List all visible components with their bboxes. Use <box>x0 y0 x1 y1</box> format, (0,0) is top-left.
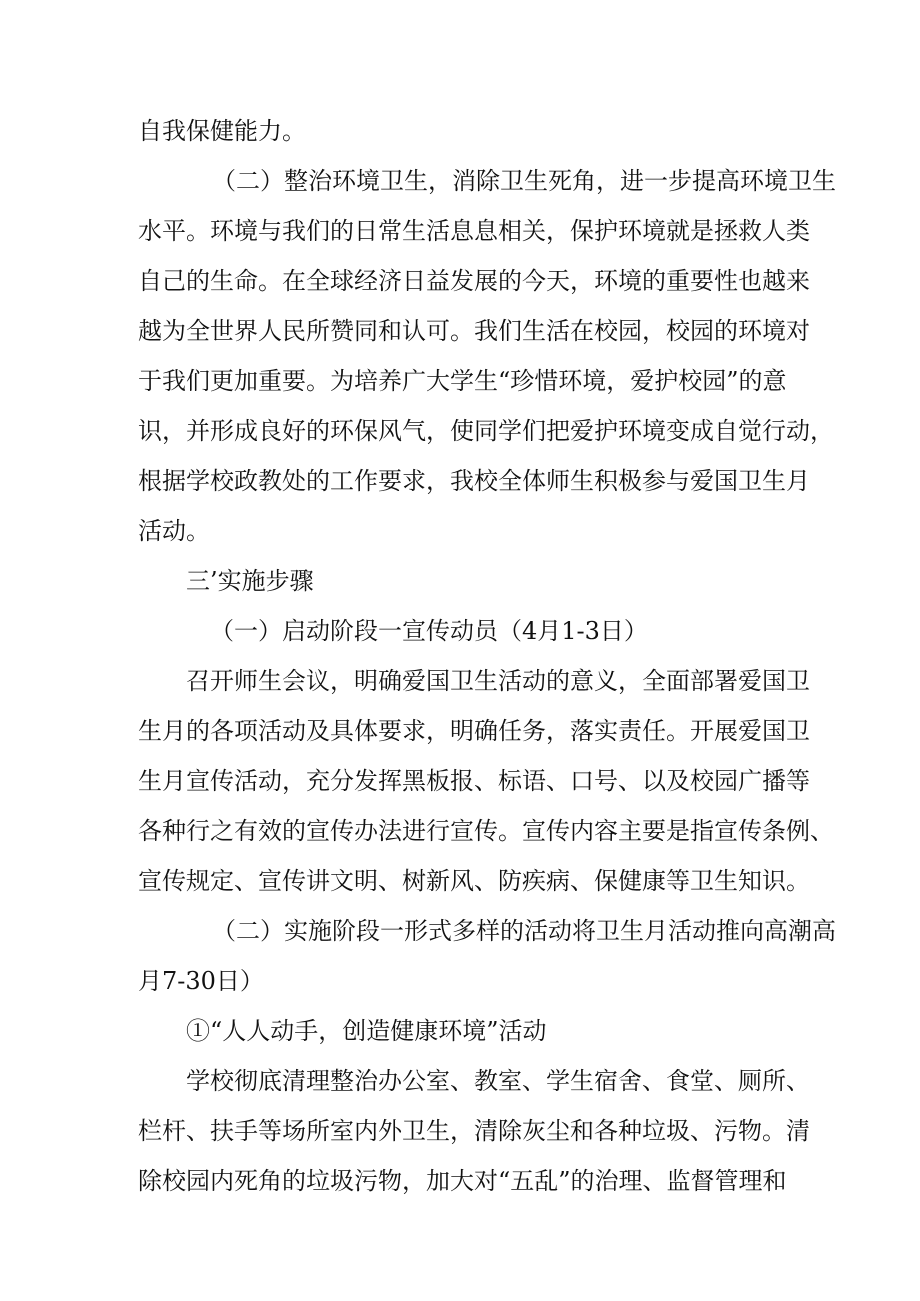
section-heading-steps: 三’实施步骤 <box>186 567 314 595</box>
text-line-2: （二）整治环境卫生，消除卫生死角，进一步提高环境卫生 <box>212 167 836 195</box>
text-line-15: 各种行之有效的宣传办法进行宣传。宣传内容主要是指宣传条例、 <box>138 817 834 845</box>
text-line-8: 根据学校政教处的工作要求，我校全体师生积极参与爱国卫生月 <box>138 467 810 495</box>
text-line-4: 自己的生命。在全球经济日益发展的今天，环境的重要性也越来 <box>138 267 810 295</box>
subheading-phase-one: （一）启动阶段一宣传动员（4月1-3日） <box>210 617 648 645</box>
text-line-20: 学校彻底清理整治办公室、教室、学生宿舍、食堂、厕所、 <box>186 1067 810 1095</box>
text-line-18: 月7-30日） <box>138 967 264 995</box>
text-line-12: 召开师生会议，明确爱国卫生活动的意义，全面部署爱国卫 <box>186 667 810 695</box>
text-line-13: 生月的各项活动及具体要求，明确任务，落实责任。开展爱国卫 <box>138 717 810 745</box>
subheading-phase-two: （二）实施阶段一形式多样的活动将卫生月活动推向高潮高 <box>212 917 836 945</box>
text-line-14: 生月宣传活动，充分发挥黑板报、标语、口号、以及校园广播等 <box>138 767 810 795</box>
text-line-16: 宣传规定、宣传讲文明、树新风、防疾病、保健康等卫生知识。 <box>138 867 810 895</box>
activity-heading-1: ①“人人动手，创造健康环境”活动 <box>186 1017 547 1045</box>
text-line-9: 活动。 <box>138 517 210 545</box>
text-line-22: 除校园内死角的垃圾污物，加大对“五乱”的治理、监督管理和 <box>138 1167 787 1195</box>
text-line-6: 于我们更加重要。为培养广大学生“珍惜环境，爱护校园”的意 <box>138 367 787 395</box>
text-line-7: 识，并形成良好的环保风气，使同学们把爱护环境变成自觉行动， <box>138 417 834 445</box>
text-line-21: 栏杆、扶手等场所室内外卫生，清除灰尘和各种垃圾、污物。清 <box>138 1117 810 1145</box>
text-line-1: 自我保健能力。 <box>138 117 306 145</box>
text-line-5: 越为全世界人民所赞同和认可。我们生活在校园，校园的环境对 <box>138 317 810 345</box>
text-line-3: 水平。环境与我们的日常生活息息相关，保护环境就是拯救人类 <box>138 217 810 245</box>
